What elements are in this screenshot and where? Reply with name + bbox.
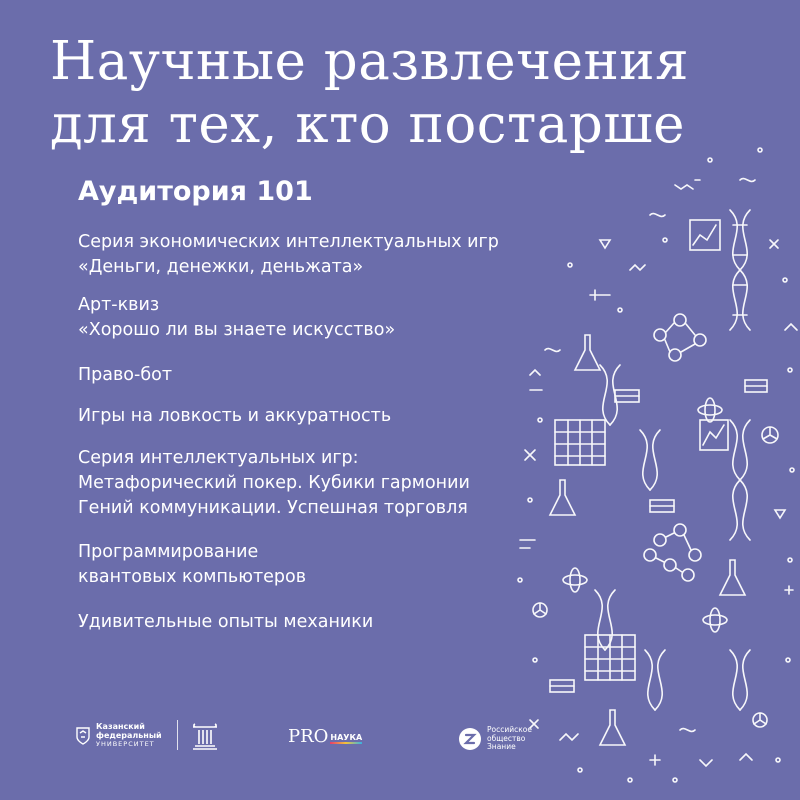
kfu-name <box>96 722 162 749</box>
znanie-line: Знание <box>487 742 516 751</box>
znanie-logo <box>459 726 532 752</box>
event-item <box>78 230 499 280</box>
event-line: Гений коммуникации. Успешная торговля <box>78 498 468 518</box>
nauka-text: НАУКА <box>330 733 363 742</box>
science-doodle-sphere <box>500 120 800 800</box>
kfu-line: федеральный <box>96 731 162 740</box>
znanie-line: Российское <box>487 725 532 734</box>
event-line: Удивительные опыты механики <box>78 612 374 632</box>
event-line: Право-бот <box>78 365 173 385</box>
event-item <box>78 540 306 590</box>
kfu-line: Казанский <box>96 722 145 731</box>
event-line: «Хорошо ли вы знаете искусство» <box>78 320 396 340</box>
venue-heading: Аудитория 101 <box>78 176 313 207</box>
event-line: «Деньги, денежки, деньжата» <box>78 257 364 277</box>
event-item <box>78 404 391 429</box>
event-item <box>78 446 470 521</box>
logo-divider <box>177 720 178 750</box>
event-line: Программирование <box>78 542 259 562</box>
poster-title <box>50 30 689 156</box>
znanie-line: общество <box>487 733 526 743</box>
event-line: Игры на ловкость и аккуратность <box>78 406 392 426</box>
event-line: Серия экономических интеллектуальных игр <box>78 232 499 252</box>
event-line: Серия интеллектуальных игр: <box>78 448 359 468</box>
pro-text: PRO <box>288 726 329 747</box>
event-line: Метафорический покер. Кубики гармонии <box>78 473 470 493</box>
event-item <box>78 610 373 635</box>
column-icon <box>190 722 220 750</box>
event-item <box>78 293 395 343</box>
kfu-line: УНИВЕРСИТЕТ <box>96 740 155 748</box>
title-line-1: Научные развлечения <box>50 31 690 92</box>
event-line: Арт-квиз <box>78 295 160 315</box>
partner-logos <box>0 712 800 772</box>
pro-nauka-logo <box>288 728 362 746</box>
kfu-logo <box>75 722 162 749</box>
znanie-icon <box>459 728 481 750</box>
event-item <box>78 363 172 388</box>
title-line-2: для тех, кто постарше <box>50 94 685 155</box>
event-line: квантовых компьютеров <box>78 567 307 587</box>
kfu-emblem-icon <box>75 726 91 746</box>
znanie-name <box>487 726 532 752</box>
